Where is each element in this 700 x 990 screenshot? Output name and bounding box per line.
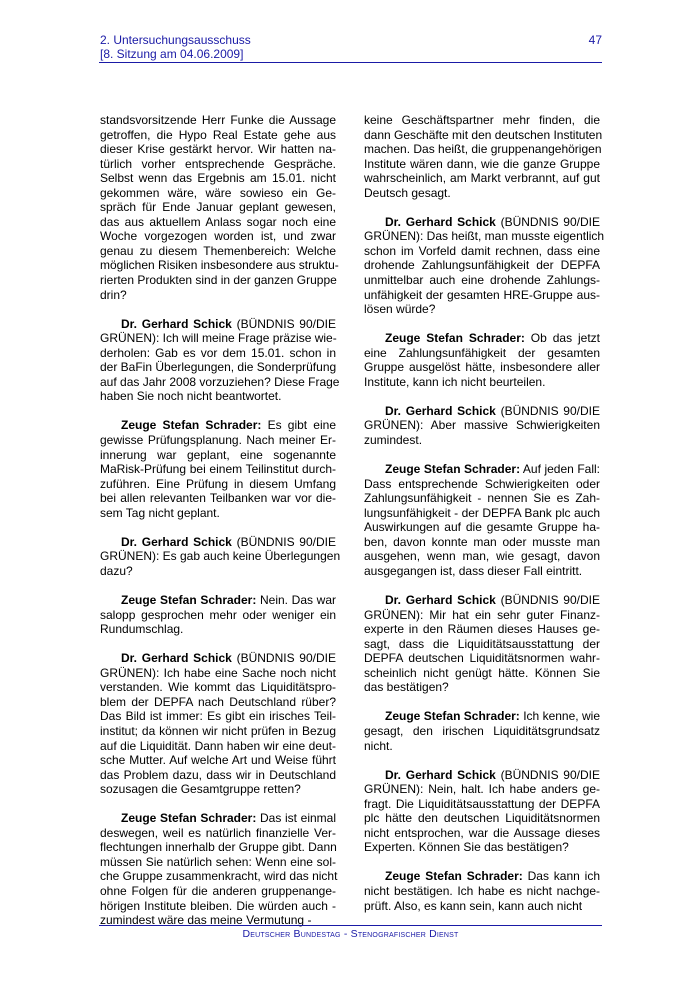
line-text: dieser Krise gestärkt hervor. Wir hatten na- xyxy=(100,142,336,157)
paragraph xyxy=(364,709,600,753)
text-line xyxy=(100,200,336,215)
line-text: Institute, kann ich nicht beurteilen. xyxy=(364,374,546,389)
line-text: fragt. Die Liquiditätsausstattung der DEPFA xyxy=(364,796,600,811)
line-text: Selbst wenn das Ergebnis am 15.01. nicht xyxy=(100,171,336,186)
text-line xyxy=(100,477,336,492)
text-line xyxy=(100,608,336,623)
text-line xyxy=(100,826,336,841)
footer-rule xyxy=(99,925,602,926)
paragraph xyxy=(100,534,341,579)
line-text: (BÜNDNIS 90/DIE xyxy=(495,767,600,782)
line-text: GRÜNEN): Ich habe eine Sache noch nicht xyxy=(100,665,336,680)
line-text: Nein. Das war xyxy=(256,593,336,608)
line-text: Gruppe ausgelöst hätte, insbesondere aller xyxy=(364,360,600,375)
speaker-name: Dr. Gerhard Schick xyxy=(121,316,232,331)
line-text: gewisse Prüfungsplanung. Nach meiner Er- xyxy=(100,433,336,448)
line-text: ausgegangen ist, dass dieser Fall eintritt. xyxy=(364,563,583,578)
line-text: verstanden. Wie kommt das Liquiditätspro- xyxy=(100,680,336,695)
text-line xyxy=(364,593,600,608)
line-text: spräch für Ende Januar geplant gewesen, xyxy=(100,200,336,215)
text-line xyxy=(100,782,336,797)
line-text: schon im Vorfeld damit rechnen, dass eine xyxy=(364,243,600,258)
line-text: gesagt, den irischen Liquiditätsgrundsatz xyxy=(364,723,600,738)
text-line xyxy=(100,273,336,288)
text-line xyxy=(364,564,600,579)
text-line xyxy=(364,637,600,652)
line-text: DEPFA deutschen Liquiditätsnormen wahr- xyxy=(364,651,600,666)
line-text: Dass entsprechende Schwierigkeiten oder xyxy=(364,476,600,491)
line-text: Deutsch gesagt. xyxy=(364,185,451,200)
text-line xyxy=(100,171,336,186)
line-text: Auf jeden Fall: xyxy=(520,462,601,477)
line-text: Experten. Können Sie das bestätigen? xyxy=(364,840,569,855)
paragraph xyxy=(364,113,603,200)
paragraph xyxy=(364,768,600,855)
text-line xyxy=(100,535,336,550)
text-line xyxy=(364,724,600,739)
speaker-name: Dr. Gerhard Schick xyxy=(385,767,496,782)
text-line xyxy=(364,811,600,826)
line-text: (BÜNDNIS 90/DIE xyxy=(231,651,336,666)
speaker-name: Zeuge Stefan Schrader: xyxy=(121,418,262,433)
line-text: flechtungen innerhalb der Gruppe gibt. Dann xyxy=(100,840,337,855)
line-text: experte in den Räumen dieses Hauses ge- xyxy=(364,622,600,637)
text-line xyxy=(364,535,600,550)
line-text: prüft. Also, es kann sein, kann auch nicht xyxy=(364,898,583,913)
line-text: GRÜNEN): Ich will meine Frage präzise wie- xyxy=(100,331,337,346)
paragraph xyxy=(364,331,600,389)
text-line xyxy=(100,680,336,695)
line-text: Auswirkungen auf die gesamte Gruppe ha- xyxy=(364,520,600,535)
paragraph xyxy=(100,811,336,927)
text-line xyxy=(100,869,336,884)
text-line xyxy=(100,389,336,404)
line-text: GRÜNEN): Das heißt, man musste eigentlich xyxy=(364,229,605,244)
paragraph xyxy=(100,316,340,404)
text-line xyxy=(100,433,336,448)
line-text: scheinlich nicht genügt hätte. Können Sie xyxy=(364,665,600,680)
line-text: Ob das jetzt xyxy=(524,331,600,346)
line-text: salopp gesprochen mehr oder weniger ein xyxy=(100,607,336,622)
text-line xyxy=(100,374,340,390)
line-text: keine Geschäftspartner mehr finden, die xyxy=(364,113,600,127)
page-number: 47 xyxy=(588,33,602,47)
text-line xyxy=(100,360,336,375)
line-text: eine Zahlungsunfähigkeit der gesamten xyxy=(364,345,600,360)
line-text: deswegen, weil es natürlich finanzielle Ver- xyxy=(100,825,336,840)
text-line xyxy=(100,622,336,637)
speaker-name: Zeuge Stefan Schrader: xyxy=(385,869,523,884)
text-line xyxy=(100,288,336,303)
line-text: rierten Produkten sind in der ganzen Gruppe xyxy=(100,273,337,288)
line-text: getroffen, die Hypo Real Estate gehe aus xyxy=(100,127,336,142)
text-line xyxy=(100,331,336,346)
speaker-name: Zeuge Stefan Schrader: xyxy=(385,331,525,346)
line-text: haben Sie noch nicht beantwortet. xyxy=(100,389,282,404)
line-text: auf das Jahr 2008 vorzuziehen? Diese Frage xyxy=(100,374,340,389)
text-line xyxy=(100,695,336,710)
text-line xyxy=(364,826,600,841)
text-line xyxy=(364,739,600,754)
text-line xyxy=(364,360,600,375)
text-line xyxy=(100,113,336,128)
line-text: möglichen Risiken insbesondere aus struktu- xyxy=(100,258,339,273)
text-line xyxy=(364,346,600,361)
text-line xyxy=(100,448,336,463)
line-text: lösen würde? xyxy=(364,302,436,317)
line-text: unfähigkeit der gesamten HRE-Gruppe aus- xyxy=(364,287,600,302)
text-line xyxy=(364,127,603,143)
text-line xyxy=(364,215,600,230)
text-line xyxy=(364,840,600,855)
paragraph xyxy=(364,869,600,913)
line-text: GRÜNEN): Es gab auch keine Überlegungen xyxy=(100,549,341,564)
text-line xyxy=(100,142,336,157)
text-line xyxy=(100,244,336,259)
line-text: Das ist einmal xyxy=(256,811,336,826)
text-line xyxy=(364,651,600,666)
line-text: Es gibt eine xyxy=(261,418,336,433)
line-text: drin? xyxy=(100,287,127,302)
line-text: nicht entsprochen, war die Aussage dieses xyxy=(364,825,600,840)
line-text: Woche vorgezogen worden ist, und zwar xyxy=(100,229,336,244)
paragraph xyxy=(364,404,600,448)
line-text: MaRisk-Prüfung bei einem Teilinstitut durch- xyxy=(100,462,336,477)
line-text: der BaFin Überlegungen, die Sonderprüfung xyxy=(100,360,337,375)
line-text: zumindest wäre das meine Vermutung - xyxy=(100,913,312,928)
line-text: machen. Das heißt, die gruppenangehörigen xyxy=(364,142,602,157)
line-text: GRÜNEN): Nein, halt. Ich habe anders ge- xyxy=(364,782,600,797)
text-line xyxy=(100,317,336,332)
line-text: ohne Folgen für die anderen gruppenange- xyxy=(100,883,336,898)
text-line xyxy=(364,520,600,535)
text-line xyxy=(364,171,600,186)
text-line xyxy=(100,709,336,724)
line-text: drohende Zahlungsunfähigkeit der DEPFA xyxy=(364,258,600,273)
text-line xyxy=(364,666,600,681)
line-text: müssen Sie natürlich sehen: Wenn eine sol- xyxy=(100,854,336,869)
text-line xyxy=(364,797,600,812)
text-line xyxy=(100,549,341,564)
paragraph xyxy=(100,651,336,796)
text-line xyxy=(364,113,600,128)
line-text: auf die Liquidität. Dann haben wir eine deut- xyxy=(100,738,336,753)
text-line xyxy=(364,302,600,317)
speaker-name: Dr. Gerhard Schick xyxy=(385,593,496,608)
line-text: ben, davon konnte man oder musste man xyxy=(364,534,600,549)
text-line xyxy=(364,782,600,797)
text-line xyxy=(364,622,600,637)
text-line xyxy=(364,680,600,695)
text-line xyxy=(364,884,600,899)
line-text: das bestätigen? xyxy=(364,680,449,695)
line-text: nicht. xyxy=(364,738,393,753)
line-text: Rundumschlag. xyxy=(100,622,184,637)
line-text: nicht bestätigen. Ich habe es nicht nachge- xyxy=(364,883,600,898)
text-line xyxy=(100,739,336,754)
line-text: unmittelbar auch eine drohende Zahlungs- xyxy=(364,273,600,288)
text-line xyxy=(100,768,336,783)
line-text: hörigen Institute bleiben. Die würden auch - xyxy=(100,898,336,913)
speaker-name: Zeuge Stefan Schrader: xyxy=(385,709,520,724)
line-text: sem Tag nicht geplant. xyxy=(100,505,220,520)
text-line xyxy=(364,288,600,303)
line-text: zuführen. Eine Prüfung in diesem Umfang xyxy=(100,476,336,491)
text-line xyxy=(100,186,336,201)
paragraph xyxy=(100,593,336,637)
header-rule xyxy=(99,62,602,63)
line-text: das aus aktuellem Anlass sogar noch eine xyxy=(100,214,336,229)
speaker-name: Zeuge Stefan Schrader: xyxy=(121,811,257,826)
text-line xyxy=(364,768,600,783)
line-text: (BÜNDNIS 90/DIE xyxy=(495,593,600,608)
text-line xyxy=(100,899,336,914)
line-text: genau zu diesem Themenbereich: Welche xyxy=(100,243,336,258)
speaker-name: Dr. Gerhard Schick xyxy=(121,534,232,549)
text-line xyxy=(100,811,336,826)
line-text: GRÜNEN): Aber massive Schwierigkeiten xyxy=(364,418,600,433)
line-text: zumindest. xyxy=(364,433,423,448)
text-line xyxy=(100,462,336,477)
line-text: Das Bild ist immer: Es gibt ein irisches Teil- xyxy=(100,709,336,724)
text-line xyxy=(364,608,600,623)
text-line xyxy=(364,491,600,506)
text-line xyxy=(364,258,600,273)
text-line xyxy=(100,346,336,361)
text-line xyxy=(364,899,600,914)
line-text: sche Mutter. Auf welche Art und Weise führt xyxy=(100,753,336,768)
line-text: (BÜNDNIS 90/DIE xyxy=(495,214,600,229)
text-line xyxy=(364,244,600,259)
line-text: sozusagen die Gesamtgruppe retten? xyxy=(100,782,301,797)
line-text: sagt, dass die Liquiditätsausstattung der xyxy=(364,636,600,651)
line-text: bei allen relevanten Teilbanken war vor die- xyxy=(100,491,336,506)
speaker-name: Dr. Gerhard Schick xyxy=(121,651,232,666)
speaker-name: Dr. Gerhard Schick xyxy=(385,403,496,418)
line-text: dann Geschäfte mit den deutschen Instituten xyxy=(364,127,603,142)
text-line xyxy=(364,869,600,884)
text-line xyxy=(364,273,600,288)
line-text: che Gruppe zusammenkracht, wird das nicht xyxy=(100,869,338,884)
line-text: wahrscheinlich, am Markt verbrannt, auf gut xyxy=(364,171,600,186)
line-text: innerung war geplant, eine sogenannte xyxy=(100,447,336,462)
footer-publisher: Deutscher Bundestag - Stenografischer Dienst xyxy=(242,928,459,940)
text-line xyxy=(100,506,336,521)
line-text: (BÜNDNIS 90/DIE xyxy=(495,403,600,418)
line-text: blem der DEPFA nach Deutschland rüber? xyxy=(100,694,336,709)
paragraph xyxy=(364,593,600,695)
text-line xyxy=(100,840,336,855)
text-line xyxy=(100,258,339,273)
committee-title: 2. Untersuchungsausschuss xyxy=(100,33,251,47)
line-text: Zahlungsunfähigkeit - nennen Sie es Zah- xyxy=(364,491,600,506)
speaker-name: Zeuge Stefan Schrader: xyxy=(121,593,257,608)
line-text: standsvorsitzende Herr Funke die Aussage xyxy=(100,113,336,127)
paragraph xyxy=(100,113,339,302)
text-line xyxy=(364,186,600,201)
text-line xyxy=(364,506,600,521)
text-line xyxy=(364,433,600,448)
text-line xyxy=(100,215,336,230)
line-text: türlich vorher entsprechende Gespräche. xyxy=(100,156,336,171)
line-text: institut; da können wir nicht prüfen in Bezug xyxy=(100,723,336,738)
text-line xyxy=(100,418,336,433)
line-text: Institute wären dann, wie die ganze Gruppe xyxy=(364,156,600,171)
line-text: das Problem dazu, dass wir in Deutschland xyxy=(100,767,336,782)
speaker-name: Zeuge Stefan Schrader: xyxy=(385,462,521,477)
text-line xyxy=(364,157,600,172)
text-line xyxy=(364,404,600,419)
text-line xyxy=(100,564,336,579)
line-text: dazu? xyxy=(100,563,133,578)
text-line xyxy=(100,128,336,143)
line-text: ausgehen, wenn man, wie gesagt, davon xyxy=(364,549,600,564)
text-line xyxy=(100,884,336,899)
paragraph xyxy=(100,418,336,520)
text-line xyxy=(364,462,600,477)
line-text: derholen: Gab es vor dem 15.01. schon in xyxy=(100,345,336,360)
text-line xyxy=(100,753,336,768)
text-line xyxy=(364,331,600,346)
paragraph xyxy=(364,462,600,578)
text-line xyxy=(364,418,600,433)
text-line xyxy=(100,855,336,870)
speaker-name: Dr. Gerhard Schick xyxy=(385,214,496,229)
text-line xyxy=(100,491,336,506)
line-text: plc hätte den deutschen Liquiditätsnormen xyxy=(364,811,600,826)
running-header xyxy=(100,33,251,61)
text-line xyxy=(364,229,605,244)
text-line xyxy=(100,229,336,244)
right-text-column xyxy=(364,113,605,928)
text-line xyxy=(364,549,600,564)
line-text: lungsunfähigkeit - der DEPFA Bank plc auch xyxy=(364,505,600,520)
text-line xyxy=(100,724,336,739)
paragraph xyxy=(364,214,605,317)
text-line xyxy=(100,666,336,681)
left-text-column xyxy=(100,113,341,942)
text-line xyxy=(100,157,336,172)
line-text: Das kann ich xyxy=(522,869,601,884)
text-line xyxy=(364,477,600,492)
text-line xyxy=(100,593,336,608)
text-line xyxy=(364,142,600,157)
line-text: Ich kenne, wie xyxy=(519,709,601,724)
line-text: (BÜNDNIS 90/DIE xyxy=(231,316,336,331)
text-line xyxy=(100,651,336,666)
line-text: (BÜNDNIS 90/DIE xyxy=(231,534,336,549)
session-info: [8. Sitzung am 04.06.2009] xyxy=(100,47,244,61)
line-text: GRÜNEN): Mir hat ein sehr guter Finanz- xyxy=(364,607,600,622)
line-text: gekommen wäre, wäre sowieso ein Ge- xyxy=(100,185,336,200)
text-line xyxy=(364,709,600,724)
text-line xyxy=(364,375,600,390)
